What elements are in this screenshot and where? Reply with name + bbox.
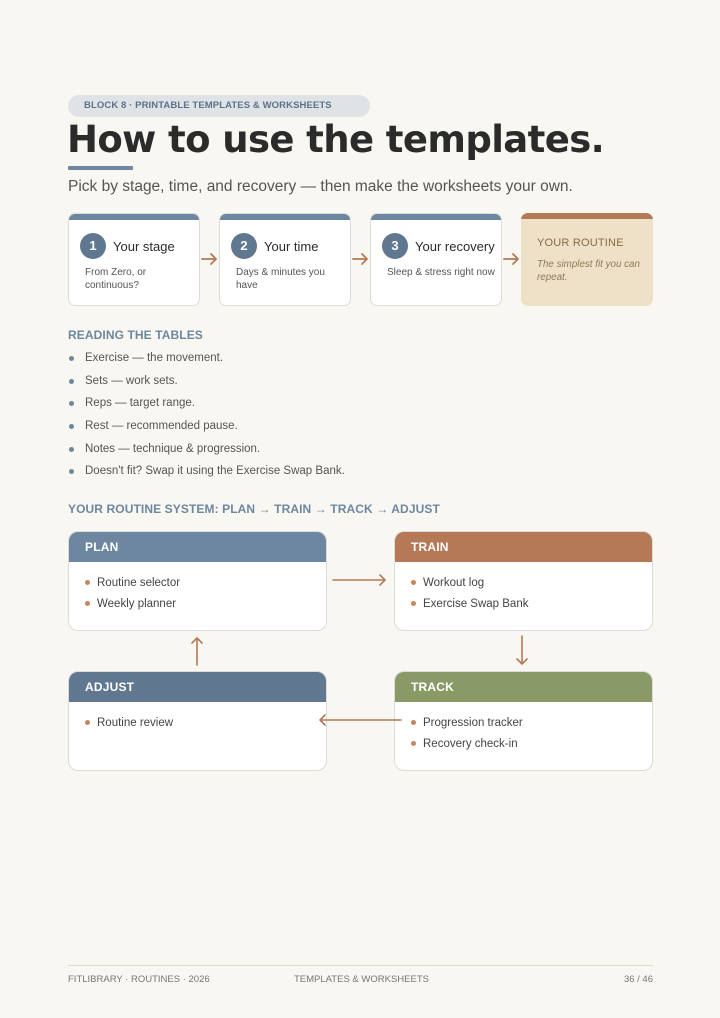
step-number-badge: 3 bbox=[382, 233, 408, 259]
step-title: Your stage bbox=[113, 239, 175, 254]
plan-card bbox=[68, 531, 327, 631]
step-number-badge: 1 bbox=[80, 233, 106, 259]
routine-card-bar bbox=[521, 213, 653, 219]
step-card-time bbox=[219, 213, 351, 306]
step-description: From Zero, or continuous? bbox=[85, 267, 147, 291]
list-item: Routine review bbox=[97, 715, 326, 736]
list-item: Sets — work sets. bbox=[68, 373, 345, 396]
routine-system-heading: YOUR ROUTINE SYSTEM: PLAN → TRAIN → TRACK → ADJUST bbox=[68, 502, 440, 516]
step-number-badge: 2 bbox=[231, 233, 257, 259]
step-description: Sleep & stress right now bbox=[387, 267, 495, 278]
adjust-card-title: ADJUST bbox=[69, 672, 326, 702]
step-title: Your recovery bbox=[415, 239, 495, 254]
list-item: Weekly planner bbox=[97, 596, 326, 617]
arrow-right-icon bbox=[201, 252, 219, 266]
list-item: Reps — target range. bbox=[68, 395, 345, 418]
list-item: Routine selector bbox=[97, 575, 326, 596]
adjust-card bbox=[68, 671, 327, 771]
arrow-left-icon bbox=[317, 713, 403, 727]
reading-tables-list bbox=[68, 350, 345, 486]
list-item: Recovery check-in bbox=[423, 736, 652, 757]
list-item: Progression tracker bbox=[423, 715, 652, 736]
routine-result-card bbox=[521, 213, 653, 306]
step-card-recovery bbox=[370, 213, 502, 306]
list-item: Notes — technique & progression. bbox=[68, 441, 345, 464]
step-card-bar bbox=[220, 214, 350, 220]
arrow-right-icon bbox=[352, 252, 370, 266]
step-card-stage bbox=[68, 213, 200, 306]
train-card bbox=[394, 531, 653, 631]
page-number: 36 / 46 bbox=[623, 974, 653, 985]
list-item: Workout log bbox=[423, 575, 652, 596]
step-title: Your time bbox=[264, 239, 319, 254]
step-description: Days & minutes you have bbox=[236, 267, 325, 291]
arrow-down-icon bbox=[515, 635, 529, 667]
block-label-pill: BLOCK 8 · PRINTABLE TEMPLATES & WORKSHEETS bbox=[68, 95, 370, 117]
routine-title: YOUR ROUTINE bbox=[537, 237, 624, 249]
step-card-bar bbox=[371, 214, 501, 220]
title-underline bbox=[68, 166, 133, 170]
footer-divider bbox=[68, 965, 653, 966]
arrow-right-icon bbox=[332, 573, 388, 587]
list-item: Exercise — the movement. bbox=[68, 350, 345, 373]
reading-tables-heading: READING THE TABLES bbox=[68, 328, 203, 342]
footer-center-text: TEMPLATES & WORKSHEETS bbox=[294, 974, 429, 985]
list-item: Exercise Swap Bank bbox=[423, 596, 652, 617]
arrow-up-icon bbox=[190, 635, 204, 667]
routine-description: The simplest fit you can repeat. bbox=[537, 259, 640, 283]
step-card-bar bbox=[69, 214, 199, 220]
track-card bbox=[394, 671, 653, 771]
page-title: How to use the templates. bbox=[67, 118, 605, 161]
plan-card-title: PLAN bbox=[69, 532, 326, 562]
footer-left-text: FITLIBRARY · ROUTINES · 2026 bbox=[68, 974, 210, 985]
track-card-title: TRACK bbox=[395, 672, 652, 702]
list-item: Rest — recommended pause. bbox=[68, 418, 345, 441]
train-card-title: TRAIN bbox=[395, 532, 652, 562]
page-subtitle: Pick by stage, time, and recovery — then make the worksheets your own. bbox=[68, 178, 573, 195]
list-item: Doesn't fit? Swap it using the Exercise Swap Bank. bbox=[68, 463, 345, 486]
arrow-right-icon bbox=[503, 252, 521, 266]
